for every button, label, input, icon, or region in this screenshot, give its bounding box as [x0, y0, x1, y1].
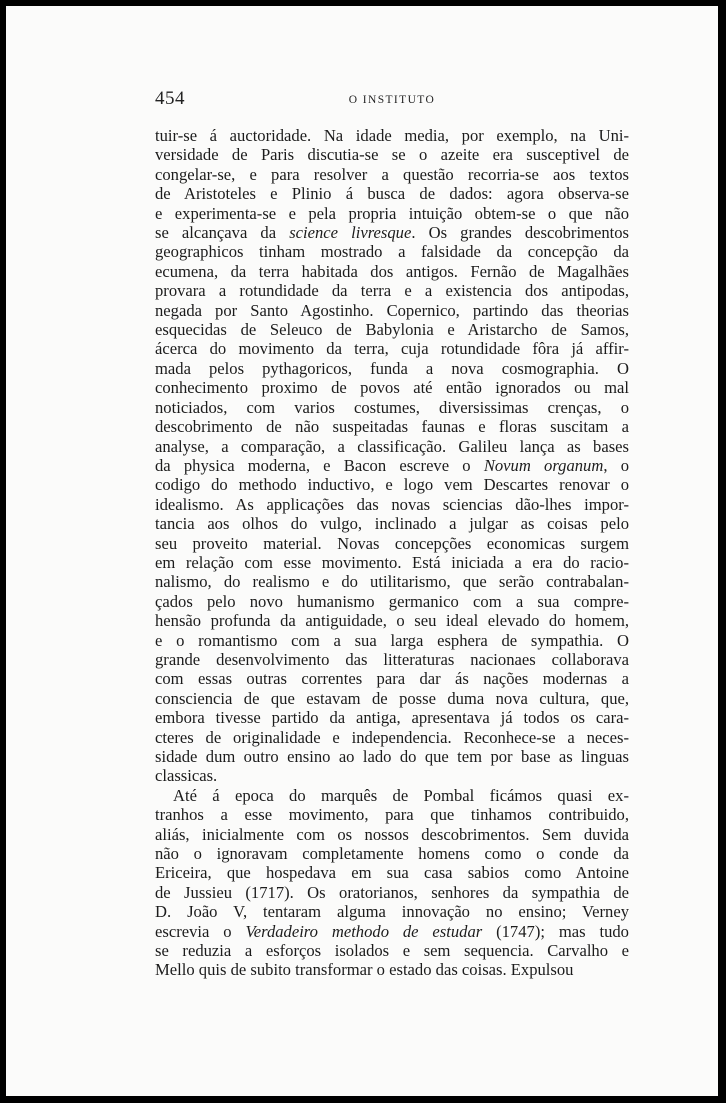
text-line: codigo do methodo inductivo, e logo vem Descartes renovar o — [155, 475, 629, 495]
text-line: ecumena, da terra habitada dos antigos. Fernão de Magalhães — [155, 261, 629, 281]
text-line: se alcançava da science livresque. Os grandes descobrimentos — [155, 223, 629, 243]
text-line: congelar-se, e para resolver a questão recorria-se aos textos — [155, 164, 629, 184]
text-line: idealismo. As applicações das novas sciencias dão-lhes impor- — [155, 494, 629, 514]
document-page — [6, 6, 718, 1096]
text-line: nalismo, do realismo e do utilitarismo, que serão contrabalan- — [155, 572, 629, 592]
text-line: seu proveito material. Novas concepções economicas surgem — [155, 533, 629, 553]
page-header — [155, 88, 629, 112]
text-line: escrevia o Verdadeiro methodo de estudar (1747); mas tudo — [155, 921, 629, 941]
text-line: classicas. — [155, 766, 218, 786]
text-line: ácerca do movimento da terra, cuja rotundidade fôra já affir- — [155, 339, 629, 359]
paragraph — [155, 786, 629, 980]
text-line: grande desenvolvimento das litteraturas nacionaes collaborava — [155, 649, 629, 669]
text-line: hensão profunda da antiguidade, o seu ideal elevado do homem, — [155, 611, 629, 631]
text-line: sidade dum outro ensino ao lado do que tem por base as linguas — [155, 747, 629, 766]
text-line: em relação com esse movimento. Está iniciada a era do racio- — [155, 552, 629, 572]
text-line: conhecimento proximo de povos até então ignorados ou mal — [155, 378, 629, 398]
text-line: se reduzia a esforços isolados e sem sequencia. Carvalho e — [155, 941, 629, 961]
page-number: 454 — [155, 88, 185, 109]
text-line: embora tivesse partido da antiga, apresentava já todos os cara- — [155, 708, 629, 728]
text-line: analyse, a comparação, a classificação. Galileu lança as bases — [155, 436, 629, 456]
text-line: Até á epoca do marquês de Pombal ficámos quasi ex- — [173, 785, 629, 805]
text-line: Mello quis de subito transformar o estado das coisas. Expulsou — [155, 960, 574, 980]
text-line: noticiados, com varios costumes, diversissimas crenças, o — [155, 397, 629, 417]
text-line: com essas outras correntes para dar ás nações modernas a — [155, 669, 629, 689]
text-line: versidade de Paris discutia-se se o azeite era susceptivel de — [155, 145, 629, 165]
text-line: D. João V, tentaram alguma innovação no ensino; Verney — [155, 902, 629, 922]
text-line: tranhos a esse movimento, para que tinhamos contribuido, — [155, 805, 629, 825]
text-line: consciencia de que estavam de posse duma nova cultura, que, — [155, 688, 629, 708]
text-line: Ericeira, que hospedava em sua casa sabios como Antoine — [155, 863, 629, 883]
text-line: provara a rotundidade da terra e a existencia dos antipodas, — [155, 281, 629, 301]
text-line: e experimenta-se e pela propria intuição obtem-se o que não — [155, 203, 629, 223]
text-line: não o ignoravam completamente homens como o conde da — [155, 844, 629, 864]
running-title: O INSTITUTO — [348, 94, 436, 106]
text-line: de Jussieu (1717). Os oratorianos, senhores da sympathia de — [155, 882, 629, 902]
text-line: negada por Santo Agostinho. Copernico, partindo das theorias — [155, 300, 629, 320]
text-line: da physica moderna, e Bacon escreve o Novum organum, o — [155, 455, 629, 475]
text-line: mada pelos pythagoricos, funda a nova cosmographia. O — [155, 358, 629, 378]
text-line: de Aristoteles e Plinio á busca de dados: agora observa-se — [155, 184, 629, 204]
text-line: aliás, inicialmente com os nossos descobrimentos. Sem duvida — [155, 824, 629, 844]
text-line: descobrimento de não suspeitadas faunas e floras suscitam a — [155, 417, 629, 437]
text-line: cteres de originalidade e independencia. Reconhece-se a neces- — [155, 727, 629, 747]
text-line: tancia aos olhos do vulgo, inclinado a julgar as coisas pelo — [155, 514, 629, 534]
paragraph — [155, 126, 629, 786]
text-line: geographicos tinham mostrado a falsidade da concepção da — [155, 242, 629, 262]
body-text — [155, 126, 629, 980]
text-line: esquecidas de Seleuco de Babylonia e Aristarcho de Samos, — [155, 320, 629, 340]
text-line: tuir-se á auctoridade. Na idade media, por exemplo, na Uni- — [155, 126, 629, 145]
text-line: çados pelo novo humanismo germanico com a sua compre- — [155, 591, 629, 611]
text-line: e o romantismo com a sua larga esphera de sympathia. O — [155, 630, 629, 650]
